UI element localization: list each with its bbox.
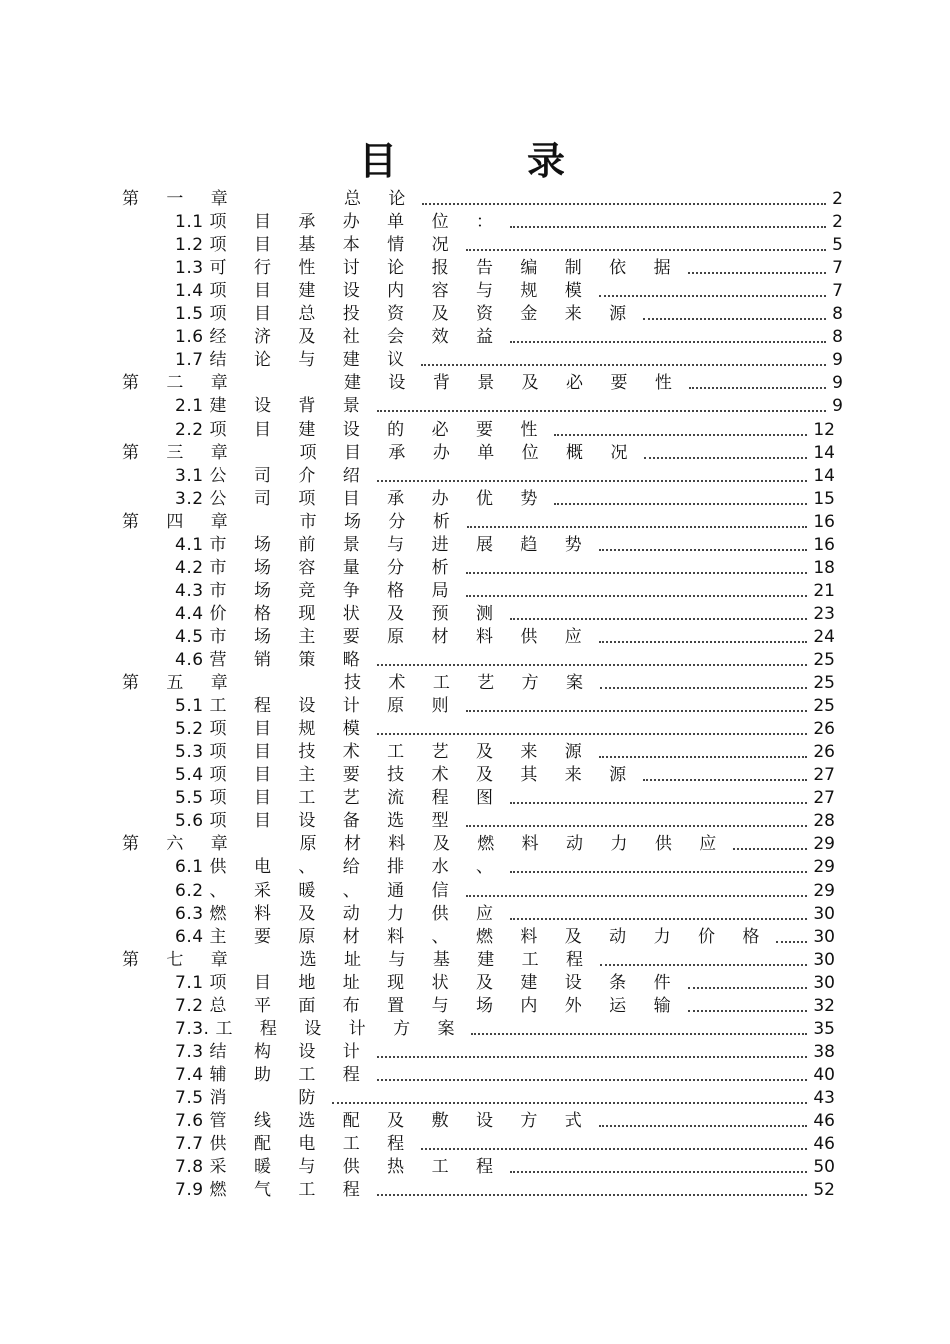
dot-leader [471,1033,807,1035]
toc-entry-label [175,927,770,947]
dot-leader [599,641,808,643]
toc-page-number: 29 [813,880,835,901]
toc-entry-label [175,1042,371,1062]
toc-section-row[interactable] [175,463,835,486]
toc-entry-text: 项 目 承 办 单 位 ： [209,212,504,233]
dot-leader [466,710,808,712]
toc-entry-label [175,535,593,555]
toc-entry-text: 可 行 性 讨 论 报 告 编 制 依 据 [209,258,682,279]
toc-section-row[interactable] [175,647,835,670]
dot-leader [377,1194,808,1196]
toc-section-row[interactable] [175,1062,835,1085]
toc-entry-number: 4.4 [175,603,204,624]
toc-entry-label [175,650,371,670]
dot-leader [554,503,807,505]
toc-entry-number: 5.3 [175,742,204,763]
toc-page-number: 14 [813,465,835,486]
toc-entry-text: 总 平 面 布 置 与 场 内 外 运 输 [209,995,682,1016]
toc-entry-label [175,696,460,716]
dot-leader [377,1079,808,1081]
toc-entry-text: 第 一 章 总 论 [122,189,417,209]
dot-leader [332,1102,807,1104]
toc-entry-text: 市 场 前 景 与 进 展 趋 势 [209,534,593,555]
toc-entry-text: 经 济 及 社 会 效 益 [209,327,504,348]
toc-entry-label [175,627,593,647]
dot-leader [510,918,807,920]
toc-entry-number: 6.1 [175,857,204,878]
toc-section-row[interactable] [175,762,835,785]
toc-entry-number: 4.2 [175,557,204,578]
toc-entry-label [175,581,460,601]
toc-chapter-row[interactable] [122,670,835,693]
toc-chapter-row[interactable] [122,831,835,854]
toc-entry-label [122,189,416,209]
toc-entry-number: 4.3 [175,580,204,601]
toc-entry-text: 第 六 章 原 材 料 及 燃 料 动 力 供 应 [122,834,728,855]
toc-page-number: 46 [813,1134,835,1155]
toc-entry-text: 消 防 [209,1087,327,1108]
toc-entry-number: 5.1 [175,696,204,717]
toc-page-number: 26 [813,719,835,740]
toc-section-row[interactable] [175,601,835,624]
toc-page-number: 9 [832,396,843,417]
toc-entry-number: 7.4 [175,1064,204,1085]
toc-chapter-row[interactable] [122,370,843,393]
toc-section-row[interactable] [175,1108,835,1131]
toc-page-number: 32 [813,995,835,1016]
toc-section-row[interactable] [175,739,835,762]
toc-page-number: 8 [832,304,843,325]
toc-section-row[interactable] [175,486,835,509]
toc-entry-label [122,512,461,532]
toc-page-number: 30 [813,903,835,924]
toc-page-number: 26 [813,742,835,763]
toc-entry-label [175,1180,371,1200]
dot-leader [599,756,808,758]
toc-section-row[interactable] [175,854,835,877]
dot-leader [377,664,808,666]
toc-entry-text: 项 目 基 本 情 况 [209,235,460,256]
toc-entry-label [175,1019,465,1039]
dot-leader [422,203,826,205]
toc-page-number: 30 [813,949,835,970]
dot-leader [688,987,808,989]
toc-entry-number: 1.4 [175,281,204,302]
toc-section-row[interactable] [175,924,835,947]
dot-leader [466,595,808,597]
toc-page-number: 40 [813,1064,835,1085]
toc-entry-number: 5.2 [175,719,204,740]
toc-page-number: 2 [832,212,843,233]
toc-entry-label [122,373,683,393]
dot-leader [688,272,827,274]
toc-entry-text: 市 场 容 量 分 析 [209,557,460,578]
toc-entry-number: 7.3 [175,1041,204,1062]
dot-leader [510,341,826,343]
toc-page-number: 2 [832,189,843,209]
toc-entry-number: 7.1 [175,972,204,993]
toc-entry-text: 建 设 背 景 [209,396,371,417]
dot-leader [377,733,808,735]
toc-section-row[interactable] [175,347,843,370]
dot-leader [421,1148,807,1150]
toc-section-row[interactable] [175,693,835,716]
toc-entry-number: 1.3 [175,258,204,279]
toc-page-number: 35 [813,1018,835,1039]
toc-page-number: 12 [813,419,835,440]
toc-entry-number: 1.5 [175,304,204,325]
toc-entry-text: 项 目 建 设 内 容 与 规 模 [209,281,593,302]
page-title: 目 录 [358,138,611,183]
toc-entry-label [175,1134,415,1154]
toc-page-number: 24 [813,626,835,647]
toc-entry-text: 项 目 规 模 [209,719,371,740]
toc-entry-label [175,304,637,324]
toc-entry-number: 3.1 [175,465,204,486]
toc-section-row[interactable] [175,578,835,601]
toc-entry-number: 6.2 [175,880,204,901]
toc-entry-number: 7.7 [175,1134,204,1155]
toc-section-row[interactable] [175,1131,835,1154]
toc-entry-number: 6.3 [175,903,204,924]
toc-entry-number: 2.1 [175,396,204,417]
toc-page-number: 5 [832,235,843,256]
toc-section-row[interactable] [175,393,843,416]
toc-entry-text: 项 目 总 投 资 及 资 金 来 源 [209,304,638,325]
dot-leader [688,1010,808,1012]
toc-entry-text: 第 三 章 项 目 承 办 单 位 概 况 [122,442,639,463]
toc-entry-label [175,396,371,416]
dot-leader [466,895,808,897]
toc-entry-label [175,719,371,739]
toc-entry-number: 6.4 [175,926,204,947]
toc-entry-text: 工 程 设 计 原 则 [209,696,460,717]
toc-section-row[interactable] [175,993,835,1016]
toc-entry-label [175,558,460,578]
toc-entry-label [175,327,504,347]
toc-entry-text: 辅 助 工 程 [209,1064,371,1085]
toc-page-number: 18 [813,557,835,578]
toc-entry-label [175,212,504,232]
dot-leader [643,779,807,781]
toc-entry-number: 7.3. [175,1018,210,1039]
toc-entry-number: 1.1 [175,212,204,233]
dot-leader [377,410,826,412]
toc-entry-text: 项 目 建 设 的 必 要 性 [209,419,549,440]
toc-entry-label [175,489,548,509]
toc-entry-label [175,1088,326,1108]
toc-page-number: 25 [813,673,835,694]
toc-section-row[interactable] [175,808,835,831]
toc-page-number: 16 [813,511,835,532]
toc-entry-label [175,604,504,624]
toc-page-number: 27 [813,788,835,809]
toc-page-number: 16 [813,534,835,555]
dot-leader [510,226,826,228]
toc-entry-text: 供 电 、 给 排 水 、 [209,857,504,878]
toc-page-number: 7 [832,258,843,279]
toc-entry-text: 项 目 工 艺 流 程 图 [209,788,504,809]
dot-leader [599,1125,808,1127]
toc-entry-text: 公 司 项 目 承 办 优 势 [209,488,549,509]
toc-page-number: 38 [813,1041,835,1062]
toc-entry-text: 项 目 设 备 选 型 [209,811,460,832]
toc-page-number: 23 [813,603,835,624]
toc-page-number: 28 [813,811,835,832]
toc-entry-text: 市 场 竞 争 格 局 [209,580,460,601]
toc-entry-number: 3.2 [175,488,204,509]
toc-entry-number: 7.8 [175,1157,204,1178]
toc-entry-label [175,881,460,901]
toc-entry-text: 项 目 主 要 技 术 及 其 来 源 [209,765,638,786]
toc-entry-number: 2.2 [175,419,204,440]
dot-leader [377,1056,808,1058]
dot-leader [599,549,808,551]
toc-entry-number: 5.4 [175,765,204,786]
toc-section-row[interactable] [175,970,835,993]
toc-page-number: 25 [813,650,835,670]
toc-entry-number: 1.7 [175,350,204,371]
toc-entry-text: 营 销 策 略 [209,650,371,670]
toc-page-number: 14 [813,442,835,463]
toc-entry-text: 供 配 电 工 程 [209,1134,416,1155]
toc-entry-number: 1.2 [175,235,204,256]
dot-leader [644,457,807,459]
toc-section-row[interactable] [175,878,835,901]
toc-section-row[interactable] [175,901,835,924]
toc-page-number: 30 [813,926,835,947]
toc-entry-label [175,973,682,993]
dot-leader [776,941,807,943]
toc-entry-text: 项 目 技 术 工 艺 及 来 源 [209,742,593,763]
toc-entry-text: 燃 气 工 程 [209,1180,371,1201]
toc-section-row[interactable] [175,1085,835,1108]
toc-page-number: 29 [813,834,835,855]
toc-entry-text: 、 采 暖 、 通 信 [209,880,460,901]
toc-section-row[interactable] [175,1016,835,1039]
toc-entry-number: 7.5 [175,1087,204,1108]
dot-leader [510,618,807,620]
toc-section-row[interactable] [175,324,843,347]
toc-section-row[interactable] [175,716,835,739]
toc-chapter-row[interactable] [122,186,843,209]
toc-entry-label [175,350,415,370]
dot-leader [600,964,807,966]
dot-leader [377,480,808,482]
toc-page-number: 50 [813,1157,835,1178]
toc-entry-label [122,443,638,463]
toc-entry-label [175,281,593,301]
toc-page-number: 52 [813,1180,835,1201]
toc-entry-text: 第 五 章 技 术 工 艺 方 案 [122,673,595,694]
dot-leader [599,295,826,297]
toc-entry-text: 价 格 现 状 及 预 测 [209,603,504,624]
toc-section-row[interactable] [175,301,843,324]
toc-entry-number: 5.6 [175,811,204,832]
toc-entry-label [175,904,504,924]
toc-page-number: 27 [813,765,835,786]
toc-entry-text: 结 构 设 计 [209,1041,371,1062]
toc-entry-label [175,765,637,785]
toc-section-row[interactable] [175,624,835,647]
toc-section-row[interactable] [175,555,835,578]
dot-leader [466,825,808,827]
toc-entry-label [175,235,460,255]
dot-leader [733,848,807,850]
toc-entry-text: 燃 料 及 动 力 供 应 [209,903,504,924]
toc-page-number: 21 [813,580,835,601]
toc-entry-label [175,742,593,762]
toc-section-row[interactable] [175,1154,835,1177]
dot-leader [510,1171,807,1173]
toc-entry-label [175,420,548,440]
toc-page-number: 9 [832,350,843,371]
toc-entry-text: 工 程 设 计 方 案 [215,1018,466,1039]
toc-entry-label [175,1111,593,1131]
toc-entry-text: 市 场 主 要 原 材 料 供 应 [209,626,593,647]
dot-leader [600,687,807,689]
toc-entry-label [175,811,460,831]
toc-entry-number: 7.2 [175,995,204,1016]
toc-chapter-row[interactable] [122,440,835,463]
toc-entry-label [175,857,504,877]
dot-leader [689,387,826,389]
toc-entry-text: 公 司 介 绍 [209,465,371,486]
toc-section-row[interactable] [175,1177,835,1200]
toc-section-row[interactable] [175,417,835,440]
toc-section-row[interactable] [175,255,843,278]
toc-section-row[interactable] [175,1039,835,1062]
toc-entry-label [175,466,371,486]
toc-entry-text: 第 二 章 建 设 背 景 及 必 要 性 [122,373,683,394]
toc-section-row[interactable] [175,785,835,808]
toc-entry-label [175,1065,371,1085]
toc-section-row[interactable] [175,232,843,255]
dot-leader [510,871,807,873]
toc-entry-label [122,834,727,854]
toc-entry-number: 5.5 [175,788,204,809]
toc-page-number: 29 [813,857,835,878]
toc-entry-label [175,788,504,808]
dot-leader [467,526,808,528]
toc-page-number: 30 [813,972,835,993]
dot-leader [643,318,826,320]
toc-section-row[interactable] [175,278,843,301]
toc-page-number: 25 [813,696,835,717]
toc-entry-text: 第 七 章 选 址 与 基 建 工 程 [122,949,595,970]
toc-entry-number: 7.6 [175,1111,204,1131]
toc-entry-number: 4.5 [175,626,204,647]
dot-leader [421,364,826,366]
dot-leader [510,802,807,804]
toc-entry-number: 1.6 [175,327,204,348]
toc-chapter-row[interactable] [122,509,835,532]
toc-entry-label [175,258,682,278]
toc-entry-text: 结 论 与 建 议 [209,350,416,371]
toc-page-number: 9 [832,373,843,394]
toc-page-number: 15 [813,488,835,509]
toc-entry-number: 4.1 [175,534,204,555]
toc-entry-text: 第 四 章 市 场 分 析 [122,511,461,532]
toc-entry-number: 7.9 [175,1180,204,1201]
toc-section-row[interactable] [175,532,835,555]
toc-page-number: 43 [813,1087,835,1108]
toc-entry-text: 管 线 选 配 及 敷 设 方 式 [209,1111,593,1131]
dot-leader [466,572,808,574]
toc-entry-text: 项 目 地 址 现 状 及 建 设 条 件 [209,972,682,993]
toc-page-number: 8 [832,327,843,348]
toc-entry-text: 采 暖 与 供 热 工 程 [209,1157,504,1178]
toc-page-number: 7 [832,281,843,302]
toc-chapter-row[interactable] [122,947,835,970]
dot-leader [554,434,807,436]
toc-entry-number: 4.6 [175,650,204,670]
toc-entry-label [122,673,594,693]
toc-entry-label [175,1157,504,1177]
toc-entry-label [175,996,682,1016]
toc-section-row[interactable] [175,209,843,232]
toc-page-number: 46 [813,1111,835,1131]
dot-leader [466,249,827,251]
toc-entry-text: 主 要 原 材 料 、 燃 料 及 动 力 价 格 [209,926,771,947]
toc-entry-label [122,950,594,970]
